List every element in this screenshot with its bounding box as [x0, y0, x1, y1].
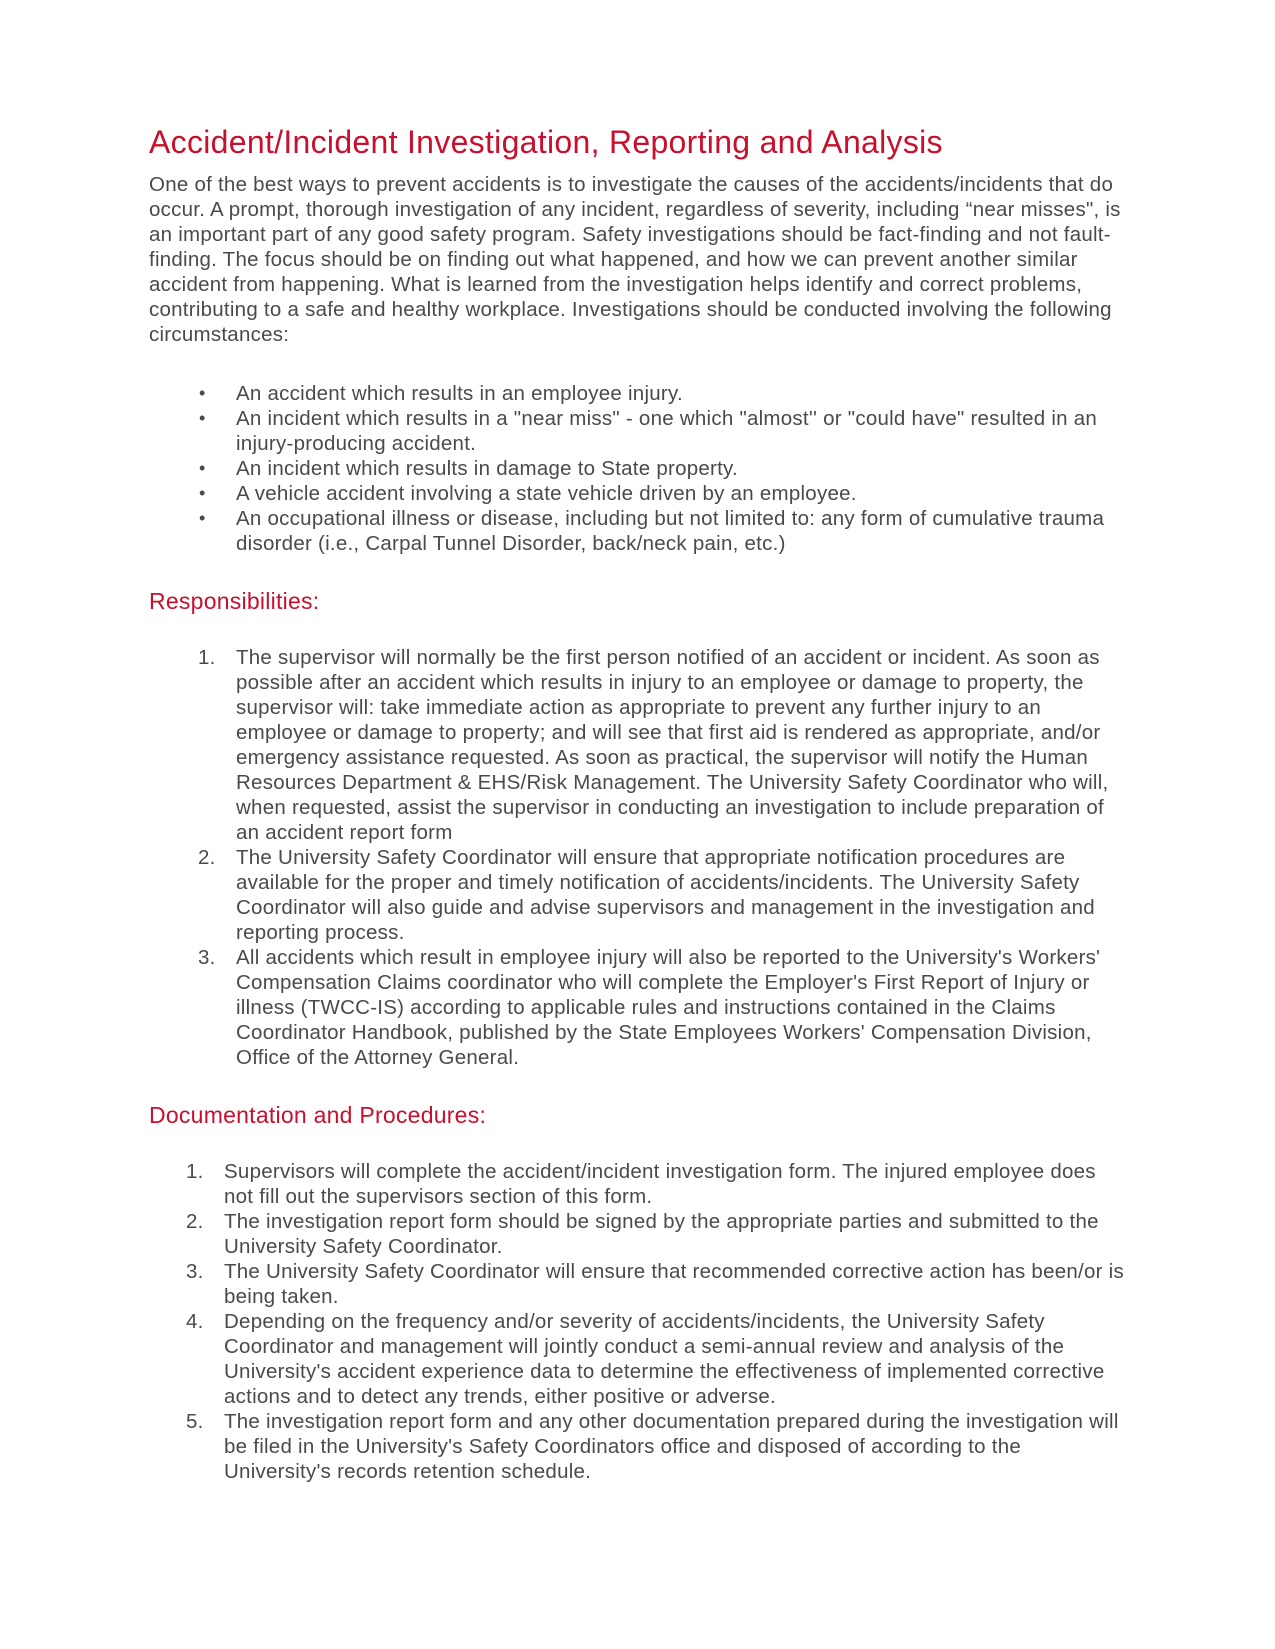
list-item-text: An incident which results in a "near miss" - one which "almost'' or "could have" resulted in an injury-producing accident. — [236, 407, 1098, 455]
list-item — [149, 645, 1124, 845]
documentation-list — [149, 1159, 1124, 1484]
list-item-text: Depending on the frequency and/or severity of accidents/incidents, the University Safety Coordinator and management will jointly conduct a semi-annual review and analysis of the University's accident experience data to determine the effectiveness of implemented corrective actions and to detect any trends, either positive or adverse. — [224, 1310, 1105, 1408]
responsibilities-heading: Responsibilities: — [149, 588, 320, 614]
list-item-text: Supervisors will complete the accident/incident investigation form. The injured employee does not fill out the supervisors section of this form. — [224, 1160, 1096, 1208]
list-item-text: The University Safety Coordinator will ensure that appropriate notification procedures are available for the proper and timely notification of accidents/incidents. The University Safety Coordinator will also guide and advise supervisors and management in the investigation and reporting process. — [236, 846, 1095, 944]
list-item-text: The University Safety Coordinator will ensure that recommended corrective action has been/or is being taken. — [224, 1260, 1124, 1308]
list-item-text: All accidents which result in employee injury will also be reported to the University's Workers' Compensation Claims coordinator who will complete the Employer's First Report of Injury or illness (TWCC-IS) according to applicable rules and instructions contained in the Claims Coordinator Handbook, published by the State Employees Workers' Compensation Division, Office of the Attorney General. — [236, 946, 1101, 1069]
list-item-text: The investigation report form and any other documentation prepared during the investigation will be filed in the University's Safety Coordinators office and disposed of according to the University's records retention schedule. — [224, 1410, 1119, 1483]
intro-paragraph: One of the best ways to prevent accidents is to investigate the causes of the accidents/incidents that do occur. A prompt, thorough investigation of any incident, regardless of severity, including “near misses", is an important part of any good safety program. Safety investigations should be fact-finding and not fault-finding. The focus should be on finding out what happened, and how we can prevent another similar accident from happening. What is learned from the investigation helps identify and correct problems, contributing to a safe and healthy workplace. Investigations should be conducted involving the following circumstances: — [149, 173, 1121, 346]
item-number: 1. — [186, 1160, 204, 1183]
list-item — [149, 456, 1124, 481]
item-number: 2. — [198, 846, 216, 869]
list-item — [149, 506, 1124, 556]
list-item — [149, 1409, 1124, 1484]
list-item — [149, 381, 1124, 406]
item-number: 2. — [186, 1210, 204, 1233]
page-title: Accident/Incident Investigation, Reporting and Analysis — [149, 124, 943, 160]
list-item — [149, 1259, 1124, 1309]
bullet-icon: • — [199, 483, 206, 503]
list-item-text: An occupational illness or disease, including but not limited to: any form of cumulative trauma disorder (i.e., Carpal Tunnel Disorder, back/neck pain, etc.) — [236, 507, 1105, 555]
list-item — [149, 1209, 1124, 1259]
list-item — [149, 406, 1124, 456]
documentation-heading: Documentation and Procedures: — [149, 1102, 487, 1128]
bullet-icon: • — [199, 458, 206, 478]
item-number: 4. — [186, 1310, 204, 1333]
item-number: 3. — [198, 946, 216, 969]
responsibilities-list — [149, 645, 1124, 1070]
list-item — [149, 1309, 1124, 1409]
list-item — [149, 945, 1124, 1070]
list-item — [149, 845, 1124, 945]
item-number: 3. — [186, 1260, 204, 1283]
list-item-text: A vehicle accident involving a state vehicle driven by an employee. — [236, 482, 857, 505]
item-number: 1. — [198, 646, 216, 669]
bullet-icon: • — [199, 508, 206, 528]
list-item — [149, 481, 1124, 506]
list-item-text: An accident which results in an employee injury. — [236, 382, 683, 405]
item-number: 5. — [186, 1410, 204, 1433]
document-page — [149, 122, 1124, 1514]
list-item-text: An incident which results in damage to State property. — [236, 457, 738, 480]
circumstances-list — [149, 381, 1124, 556]
bullet-icon: • — [199, 383, 206, 403]
bullet-icon: • — [199, 408, 206, 428]
list-item-text: The investigation report form should be signed by the appropriate parties and submitted to the University Safety Coordinator. — [224, 1210, 1099, 1258]
list-item — [149, 1159, 1124, 1209]
list-item-text: The supervisor will normally be the first person notified of an accident or incident. As soon as possible after an accident which results in injury to an employee or damage to property, the supervisor will: take immediate action as appropriate to prevent any further injury to an employee or damage to property; and will see that first aid is rendered as appropriate, and/or emergency assistance requested. As soon as practical, the supervisor will notify the Human Resources Department & EHS/Risk Management. The University Safety Coordinator who will, when requested, assist the supervisor in conducting an investigation to include preparation of an accident report form — [236, 646, 1109, 844]
